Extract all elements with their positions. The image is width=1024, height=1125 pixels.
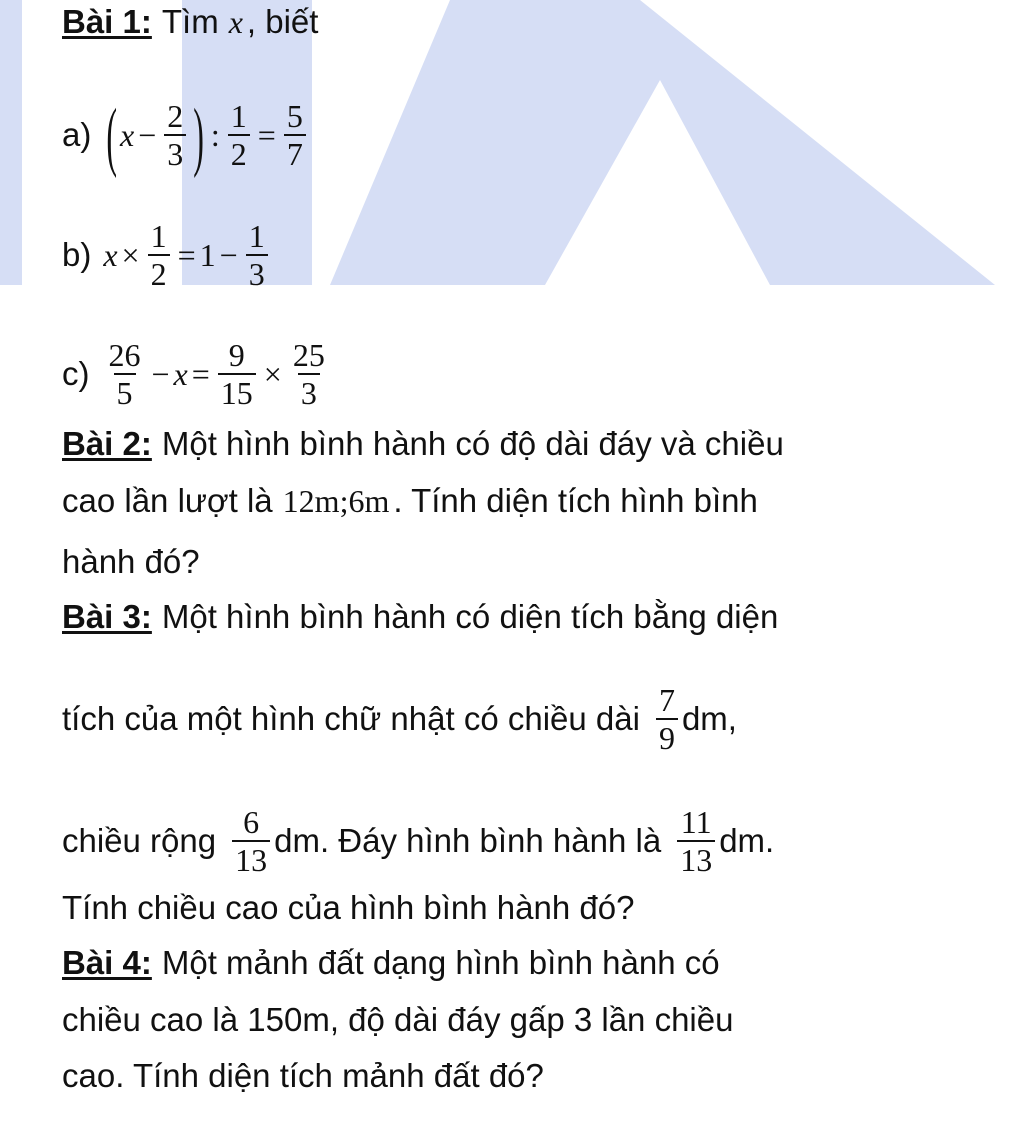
bai1-text-a: Tìm bbox=[161, 3, 219, 40]
number-one: 1 bbox=[199, 237, 216, 273]
open-paren: ( bbox=[106, 91, 117, 179]
equals-sign: = bbox=[191, 356, 210, 392]
minus-sign: − bbox=[219, 237, 238, 273]
fraction: $\frac{2}{3}$ bbox=[164, 98, 186, 172]
times-sign: × bbox=[263, 356, 282, 392]
bai3-text: dm. Đáy hình bình hành là bbox=[274, 822, 662, 859]
bai3-unit: dm, bbox=[681, 700, 737, 737]
fraction: $\frac{1}{3}$ bbox=[246, 218, 268, 292]
bai2-text: Một hình bình hành có độ dài đáy và chiều bbox=[161, 425, 784, 462]
bai3-line2 bbox=[62, 682, 737, 756]
bai1-var: x bbox=[228, 4, 243, 40]
fraction: $\frac{1}{2}$ bbox=[148, 218, 170, 292]
bai3-text: chiều rộng bbox=[62, 822, 217, 859]
fraction: $\frac{25}{3}$ bbox=[292, 337, 325, 411]
colon-sign: : bbox=[210, 117, 220, 153]
bai2-heading: Bài 2: bbox=[62, 425, 152, 462]
bai3-line3 bbox=[62, 804, 774, 878]
bai3-text: tích của một hình chữ nhật có chiều dài bbox=[62, 700, 640, 737]
bai2-line2 bbox=[62, 481, 758, 521]
fraction: $\frac{26}{5}$ bbox=[108, 337, 141, 411]
equals-sign: = bbox=[177, 237, 196, 273]
bai3-text: Một hình bình hành có diện tích bằng diện bbox=[161, 598, 779, 635]
bai1-part-b bbox=[62, 218, 272, 292]
var-x: x bbox=[103, 237, 118, 273]
bai4-line2 bbox=[62, 1000, 733, 1040]
bai1-heading: Bài 1: bbox=[62, 3, 152, 40]
fraction-width: $\frac{6}{13}$ bbox=[232, 804, 270, 878]
fraction: $\frac{1}{2}$ bbox=[228, 98, 250, 172]
bai3-line1 bbox=[62, 597, 778, 637]
part-c-label: c) bbox=[62, 355, 90, 392]
bai3-text: Tính chiều cao của hình bình hành đó? bbox=[62, 889, 635, 926]
bai3-unit: dm. bbox=[719, 822, 775, 859]
bai2-dimensions: 12m;6m bbox=[282, 483, 390, 519]
minus-sign: − bbox=[138, 117, 157, 153]
bai4-line1 bbox=[62, 943, 720, 983]
fraction: $\frac{9}{15}$ bbox=[218, 337, 256, 411]
fraction-length: $\frac{7}{9}$ bbox=[656, 682, 678, 756]
bai3-line4 bbox=[62, 888, 634, 928]
bai2-line1 bbox=[62, 424, 784, 464]
var-x: x bbox=[120, 117, 135, 153]
bai4-heading: Bài 4: bbox=[62, 944, 152, 981]
fraction: $\frac{5}{7}$ bbox=[284, 98, 306, 172]
bai4-text: Một mảnh đất dạng hình bình hành có bbox=[161, 944, 720, 981]
close-paren: ) bbox=[193, 91, 204, 179]
bai4-text: cao. Tính diện tích mảnh đất đó? bbox=[62, 1057, 544, 1094]
bai1-part-c bbox=[62, 337, 332, 411]
bai1-title bbox=[62, 2, 318, 42]
times-sign: × bbox=[121, 237, 140, 273]
var-x: x bbox=[173, 356, 188, 392]
part-b-label: b) bbox=[62, 236, 92, 273]
bai2-text: . Tính diện tích hình bình bbox=[393, 482, 758, 519]
bai3-heading: Bài 3: bbox=[62, 598, 152, 635]
part-a-label: a) bbox=[62, 116, 92, 153]
bai1-part-a bbox=[62, 91, 310, 179]
bai4-text: chiều cao là 150m, độ dài đáy gấp 3 lần chiều bbox=[62, 1001, 734, 1038]
minus-sign: − bbox=[151, 356, 170, 392]
bai2-line3 bbox=[62, 542, 200, 582]
bai2-text: cao lần lượt là bbox=[62, 482, 273, 519]
equals-sign: = bbox=[257, 117, 276, 153]
bai2-text: hành đó? bbox=[62, 543, 200, 580]
bai4-line3 bbox=[62, 1056, 544, 1096]
bai1-text-b: , biết bbox=[246, 3, 319, 40]
fraction-base: $\frac{11}{13}$ bbox=[677, 804, 715, 878]
